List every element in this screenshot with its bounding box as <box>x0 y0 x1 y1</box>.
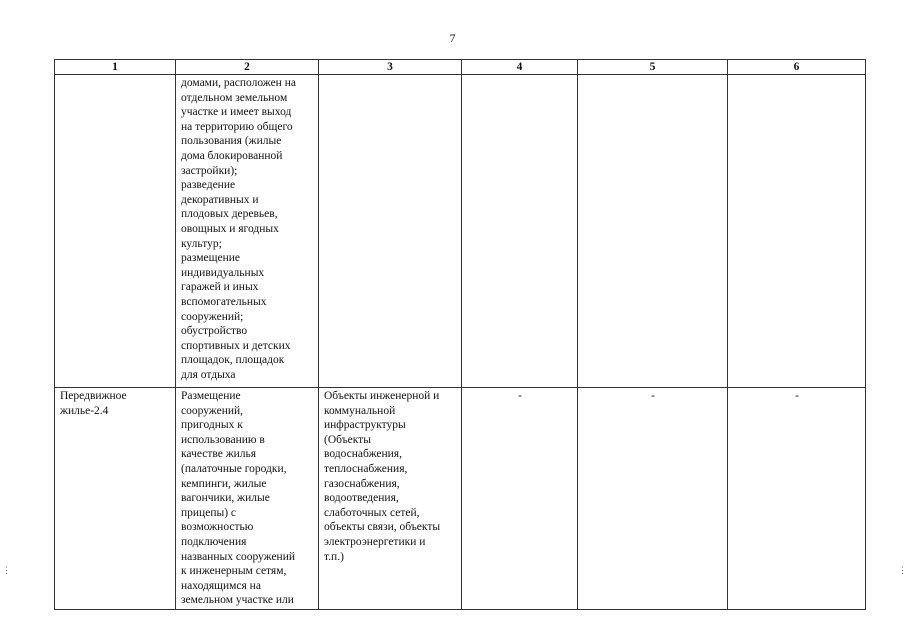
table-cell-objects <box>319 388 462 610</box>
table-header-row <box>55 60 866 75</box>
table-cell-col5 <box>578 75 728 388</box>
table-cell-use-description <box>176 75 319 388</box>
column-header-2: 2 <box>176 60 319 75</box>
table-cell-col4 <box>462 75 578 388</box>
column-header-5: 5 <box>578 60 728 75</box>
dash-value: - <box>651 390 655 402</box>
table-row <box>55 75 866 388</box>
table-cell-col6 <box>728 75 866 388</box>
table-cell-use-description <box>176 388 319 610</box>
use-name-text: Передвижное жилье-2.4 <box>60 390 127 417</box>
scan-margin-mark-right: ⋮ <box>898 565 907 575</box>
scan-margin-mark-left: ⋮ <box>2 565 11 575</box>
table-cell-col6 <box>728 388 866 610</box>
column-header-4: 4 <box>462 60 578 75</box>
column-header-1: 1 <box>55 60 176 75</box>
page-number: 7 <box>449 31 456 45</box>
use-description-text: Размещение сооружений, пригодных к использованию в качестве жилья (палаточные городки, кемпинги, жилые вагончики, жилые прицепы) с возможностью подключения названных сооружений к инженерным сетям, находящимся на земельном участке или <box>181 390 296 607</box>
table-cell-objects <box>319 75 462 388</box>
table-cell-col4 <box>462 388 578 610</box>
table-cell-col5 <box>578 388 728 610</box>
land-use-table <box>54 59 866 610</box>
dash-value: - <box>795 390 799 402</box>
table-cell-use-name <box>55 388 176 610</box>
table-row <box>55 388 866 610</box>
column-header-6: 6 <box>728 60 866 75</box>
column-header-3: 3 <box>319 60 462 75</box>
dash-value: - <box>518 390 522 402</box>
objects-text: Объекты инженерной и коммунальной инфраструктуры (Объекты водоснабжения, теплоснабжения, газоснабжения, водоотведения, слаботочных сетей, объекты связи, объекты электроэнергетики и т.п.) <box>324 390 441 563</box>
use-description-text: домами, расположен на отдельном земельном участке и имеет выход на территорию общего пользования (жилые дома блокированной застройки); разведение декоративных и плодовых деревьев, овощных и ягодных культур; размещение индивидуальных гаражей и иных вспомогательных сооружений; обустройство спортивных и детских площадок, площадок для отдыха <box>181 77 296 381</box>
table-cell-use-name <box>55 75 176 388</box>
